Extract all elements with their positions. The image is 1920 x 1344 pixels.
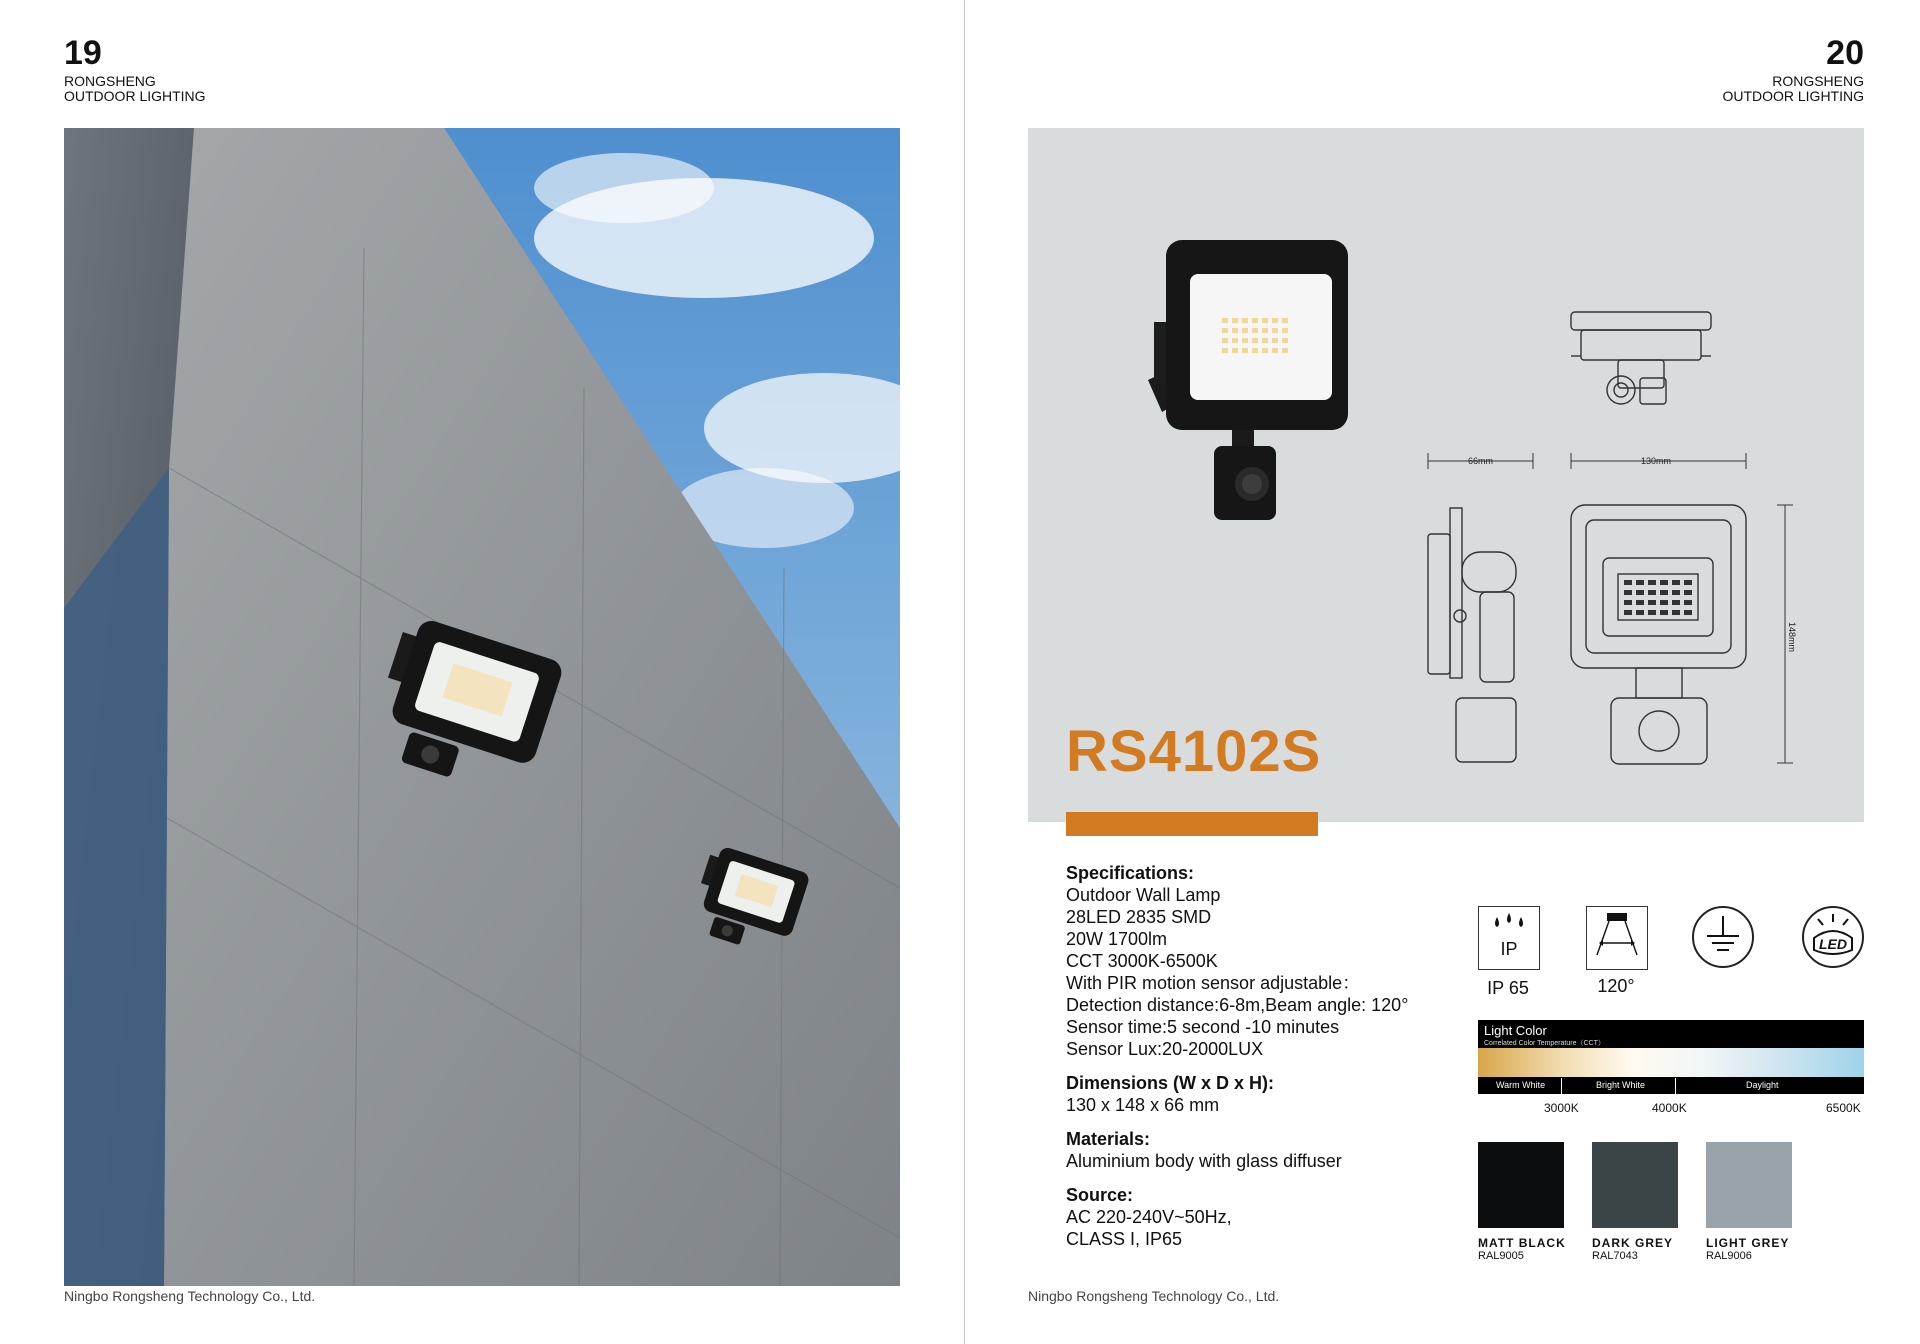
spec-line: Detection distance:6-8m,Beam angle: 120° [1066,995,1409,1015]
dimensions-value: 130 x 148 x 66 mm [1066,1095,1220,1115]
dim-width-label: 130mm [1641,456,1672,466]
cct-value-6500: 6500K [1826,1101,1861,1115]
cct-divider [1561,1078,1562,1094]
beam-angle-icon [1586,906,1648,970]
cct-divider [1675,1078,1676,1094]
page-divider [964,0,965,1344]
swatch-code: RAL9006 [1706,1250,1752,1262]
left-brand [64,74,206,104]
led-symbol: LED [1819,936,1847,952]
floodlight-render [1148,240,1348,520]
dimensions-heading: Dimensions (W x D x H): [1066,1073,1275,1093]
photo-illustration [64,128,900,1286]
source-line1: AC 220-240V~50Hz, [1066,1207,1232,1227]
spec-line: 20W 1700lm [1066,929,1168,949]
right-footer: Ningbo Rongsheng Technology Co., Ltd. [1028,1288,1280,1304]
cct-segment-warm: Warm White [1496,1080,1546,1090]
led-icon [1802,906,1864,968]
earth-ground-icon [1692,906,1754,968]
ip-symbol: IP [1500,939,1518,959]
swatch-light-grey [1706,1142,1792,1228]
right-brand-line1: RONGSHENG [1772,73,1864,89]
dim-height-label: 148mm [1787,622,1797,653]
ip65-icon [1478,906,1540,970]
cct-value-3000: 3000K [1544,1101,1579,1115]
cct-subtitle: Correlated Color Temperature（CCT） [1484,1040,1605,1047]
right-brand-line2: OUTDOOR LIGHTING [1722,88,1864,104]
spec-line: Sensor Lux:20-2000LUX [1066,1039,1264,1059]
cct-segment-bright: Bright White [1596,1080,1646,1090]
source-heading: Source: [1066,1185,1134,1205]
swatch-name: MATT BLACK [1478,1236,1566,1250]
beam-angle-label: 120° [1597,976,1635,996]
materials-heading: Materials: [1066,1129,1151,1149]
model-number: RS4102S [1066,719,1322,784]
swatch-code: RAL9005 [1478,1250,1524,1262]
swatch-code: RAL7043 [1592,1250,1638,1262]
cct-value-4000: 4000K [1652,1101,1687,1115]
cct-segment-daylight: Daylight [1746,1080,1779,1090]
cct-gradient [1478,1048,1864,1077]
front-view-drawing [1571,505,1746,764]
top-view-drawing [1571,312,1711,404]
spec-line: Sensor time:5 second -10 minutes [1066,1017,1340,1037]
cct-title: Light Color [1484,1023,1547,1038]
left-brand-line1: RONGSHENG [64,73,156,89]
swatch-matt-black [1478,1142,1564,1228]
source-line2: CLASS I, IP65 [1066,1229,1183,1249]
wall-lamp-photo [64,128,900,1286]
ip-label: IP 65 [1487,978,1529,998]
left-brand-line2: OUTDOOR LIGHTING [64,88,206,104]
swatch-name: LIGHT GREY [1706,1236,1790,1250]
materials-value: Aluminium body with glass diffuser [1066,1151,1342,1171]
right-page-number: 20 [1826,34,1864,72]
spec-line: Outdoor Wall Lamp [1066,885,1221,905]
spec-line: CCT 3000K-6500K [1066,951,1218,971]
model-accent-bar [1066,812,1318,836]
right-brand [1722,74,1864,104]
swatch-name: DARK GREY [1592,1236,1674,1250]
spec-line: 28LED 2835 SMD [1066,907,1212,927]
left-page-number: 19 [64,34,102,72]
left-footer: Ningbo Rongsheng Technology Co., Ltd. [64,1288,316,1304]
spec-line: With PIR motion sensor adjustable： [1066,973,1361,993]
side-view-drawing [1428,508,1516,762]
specs-block [1066,862,1466,1250]
front-led-grid [1624,580,1692,615]
specs-heading: Specifications: [1066,863,1195,883]
swatch-dark-grey [1592,1142,1678,1228]
dim-depth-label: 66mm [1468,456,1494,466]
